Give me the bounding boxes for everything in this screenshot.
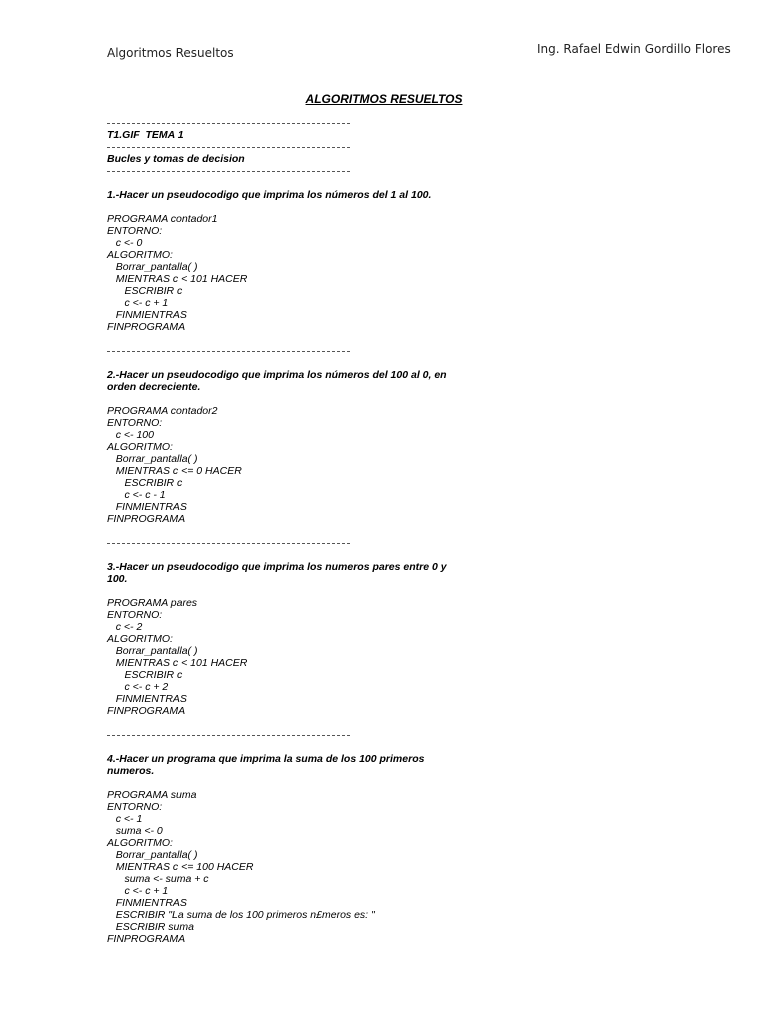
code-line: c <- c + 1 <box>107 885 169 897</box>
code-line: FINPROGRAMA <box>107 933 186 945</box>
code-line: ENTORNO: <box>107 801 163 813</box>
code-line: ESCRIBIR c <box>107 285 183 297</box>
code-line: MIENTRAS c <= 100 HACER <box>107 861 254 873</box>
header-right: Ing. Rafael Edwin Gordillo Flores <box>537 42 731 56</box>
problem-block <box>107 561 707 753</box>
separator <box>107 171 350 172</box>
code-line: suma <- suma + c <box>107 873 209 885</box>
code-line: ENTORNO: <box>107 417 163 429</box>
separator <box>107 735 350 736</box>
code-line: PROGRAMA pares <box>107 597 198 609</box>
code-line: ALGORITMO: <box>107 441 173 453</box>
code-line: FINPROGRAMA <box>107 513 186 525</box>
code-line: c <- c - 1 <box>107 489 166 501</box>
code-line: Borrar_pantalla( ) <box>107 453 198 465</box>
code-line: ALGORITMO: <box>107 249 173 261</box>
code-line: FINPROGRAMA <box>107 321 186 333</box>
code-line: MIENTRAS c <= 0 HACER <box>107 465 242 477</box>
document-body <box>107 117 707 945</box>
separator <box>107 147 350 148</box>
code-line: ALGORITMO: <box>107 837 173 849</box>
code-line: Borrar_pantalla( ) <box>107 849 198 861</box>
code-line: c <- c + 1 <box>107 297 169 309</box>
code-line: c <- 2 <box>107 621 143 633</box>
code-line: c <- 0 <box>107 237 143 249</box>
code-line: FINMIENTRAS <box>107 501 187 513</box>
code-line: PROGRAMA contador1 <box>107 213 218 225</box>
problem-question: 1.-Hacer un pseudocodigo que imprima los números del 1 al 100. <box>107 189 432 201</box>
code-line: ESCRIBIR "La suma de los 100 primeros n£meros es: " <box>107 909 375 921</box>
code-line: FINMIENTRAS <box>107 693 187 705</box>
separator <box>107 543 350 544</box>
problem-question: 3.-Hacer un pseudocodigo que imprima los numeros pares entre 0 y 100. <box>107 561 447 585</box>
code-line: MIENTRAS c < 101 HACER <box>107 657 248 669</box>
problem-question: 2.-Hacer un pseudocodigo que imprima los números del 100 al 0, en orden decreciente. <box>107 369 447 393</box>
header-left: Algoritmos Resueltos <box>107 46 234 60</box>
code-line: PROGRAMA suma <box>107 789 197 801</box>
code-line: MIENTRAS c < 101 HACER <box>107 273 248 285</box>
subtopic-heading: Bucles y tomas de decision <box>107 153 245 165</box>
page-title: ALGORITMOS RESUELTOS <box>305 92 463 106</box>
code-line: Borrar_pantalla( ) <box>107 645 198 657</box>
topic-heading: T1.GIF TEMA 1 <box>107 129 184 141</box>
problem-block <box>107 753 707 945</box>
code-line: ENTORNO: <box>107 225 163 237</box>
separator <box>107 351 350 352</box>
code-line: c <- c + 2 <box>107 681 169 693</box>
code-line: PROGRAMA contador2 <box>107 405 218 417</box>
code-line: c <- 100 <box>107 429 154 441</box>
code-line: c <- 1 <box>107 813 143 825</box>
code-line: ENTORNO: <box>107 609 163 621</box>
separator <box>107 123 350 124</box>
code-line: FINPROGRAMA <box>107 705 186 717</box>
code-line: ESCRIBIR suma <box>107 921 194 933</box>
code-line: suma <- 0 <box>107 825 163 837</box>
code-line: ESCRIBIR c <box>107 477 183 489</box>
code-line: FINMIENTRAS <box>107 897 187 909</box>
problem-block <box>107 189 707 369</box>
problem-list <box>107 189 707 945</box>
problem-question: 4.-Hacer un programa que imprima la suma de los 100 primeros numeros. <box>107 753 425 777</box>
problem-block <box>107 369 707 561</box>
code-line: FINMIENTRAS <box>107 309 187 321</box>
code-line: ALGORITMO: <box>107 633 173 645</box>
code-line: ESCRIBIR c <box>107 669 183 681</box>
code-line: Borrar_pantalla( ) <box>107 261 198 273</box>
